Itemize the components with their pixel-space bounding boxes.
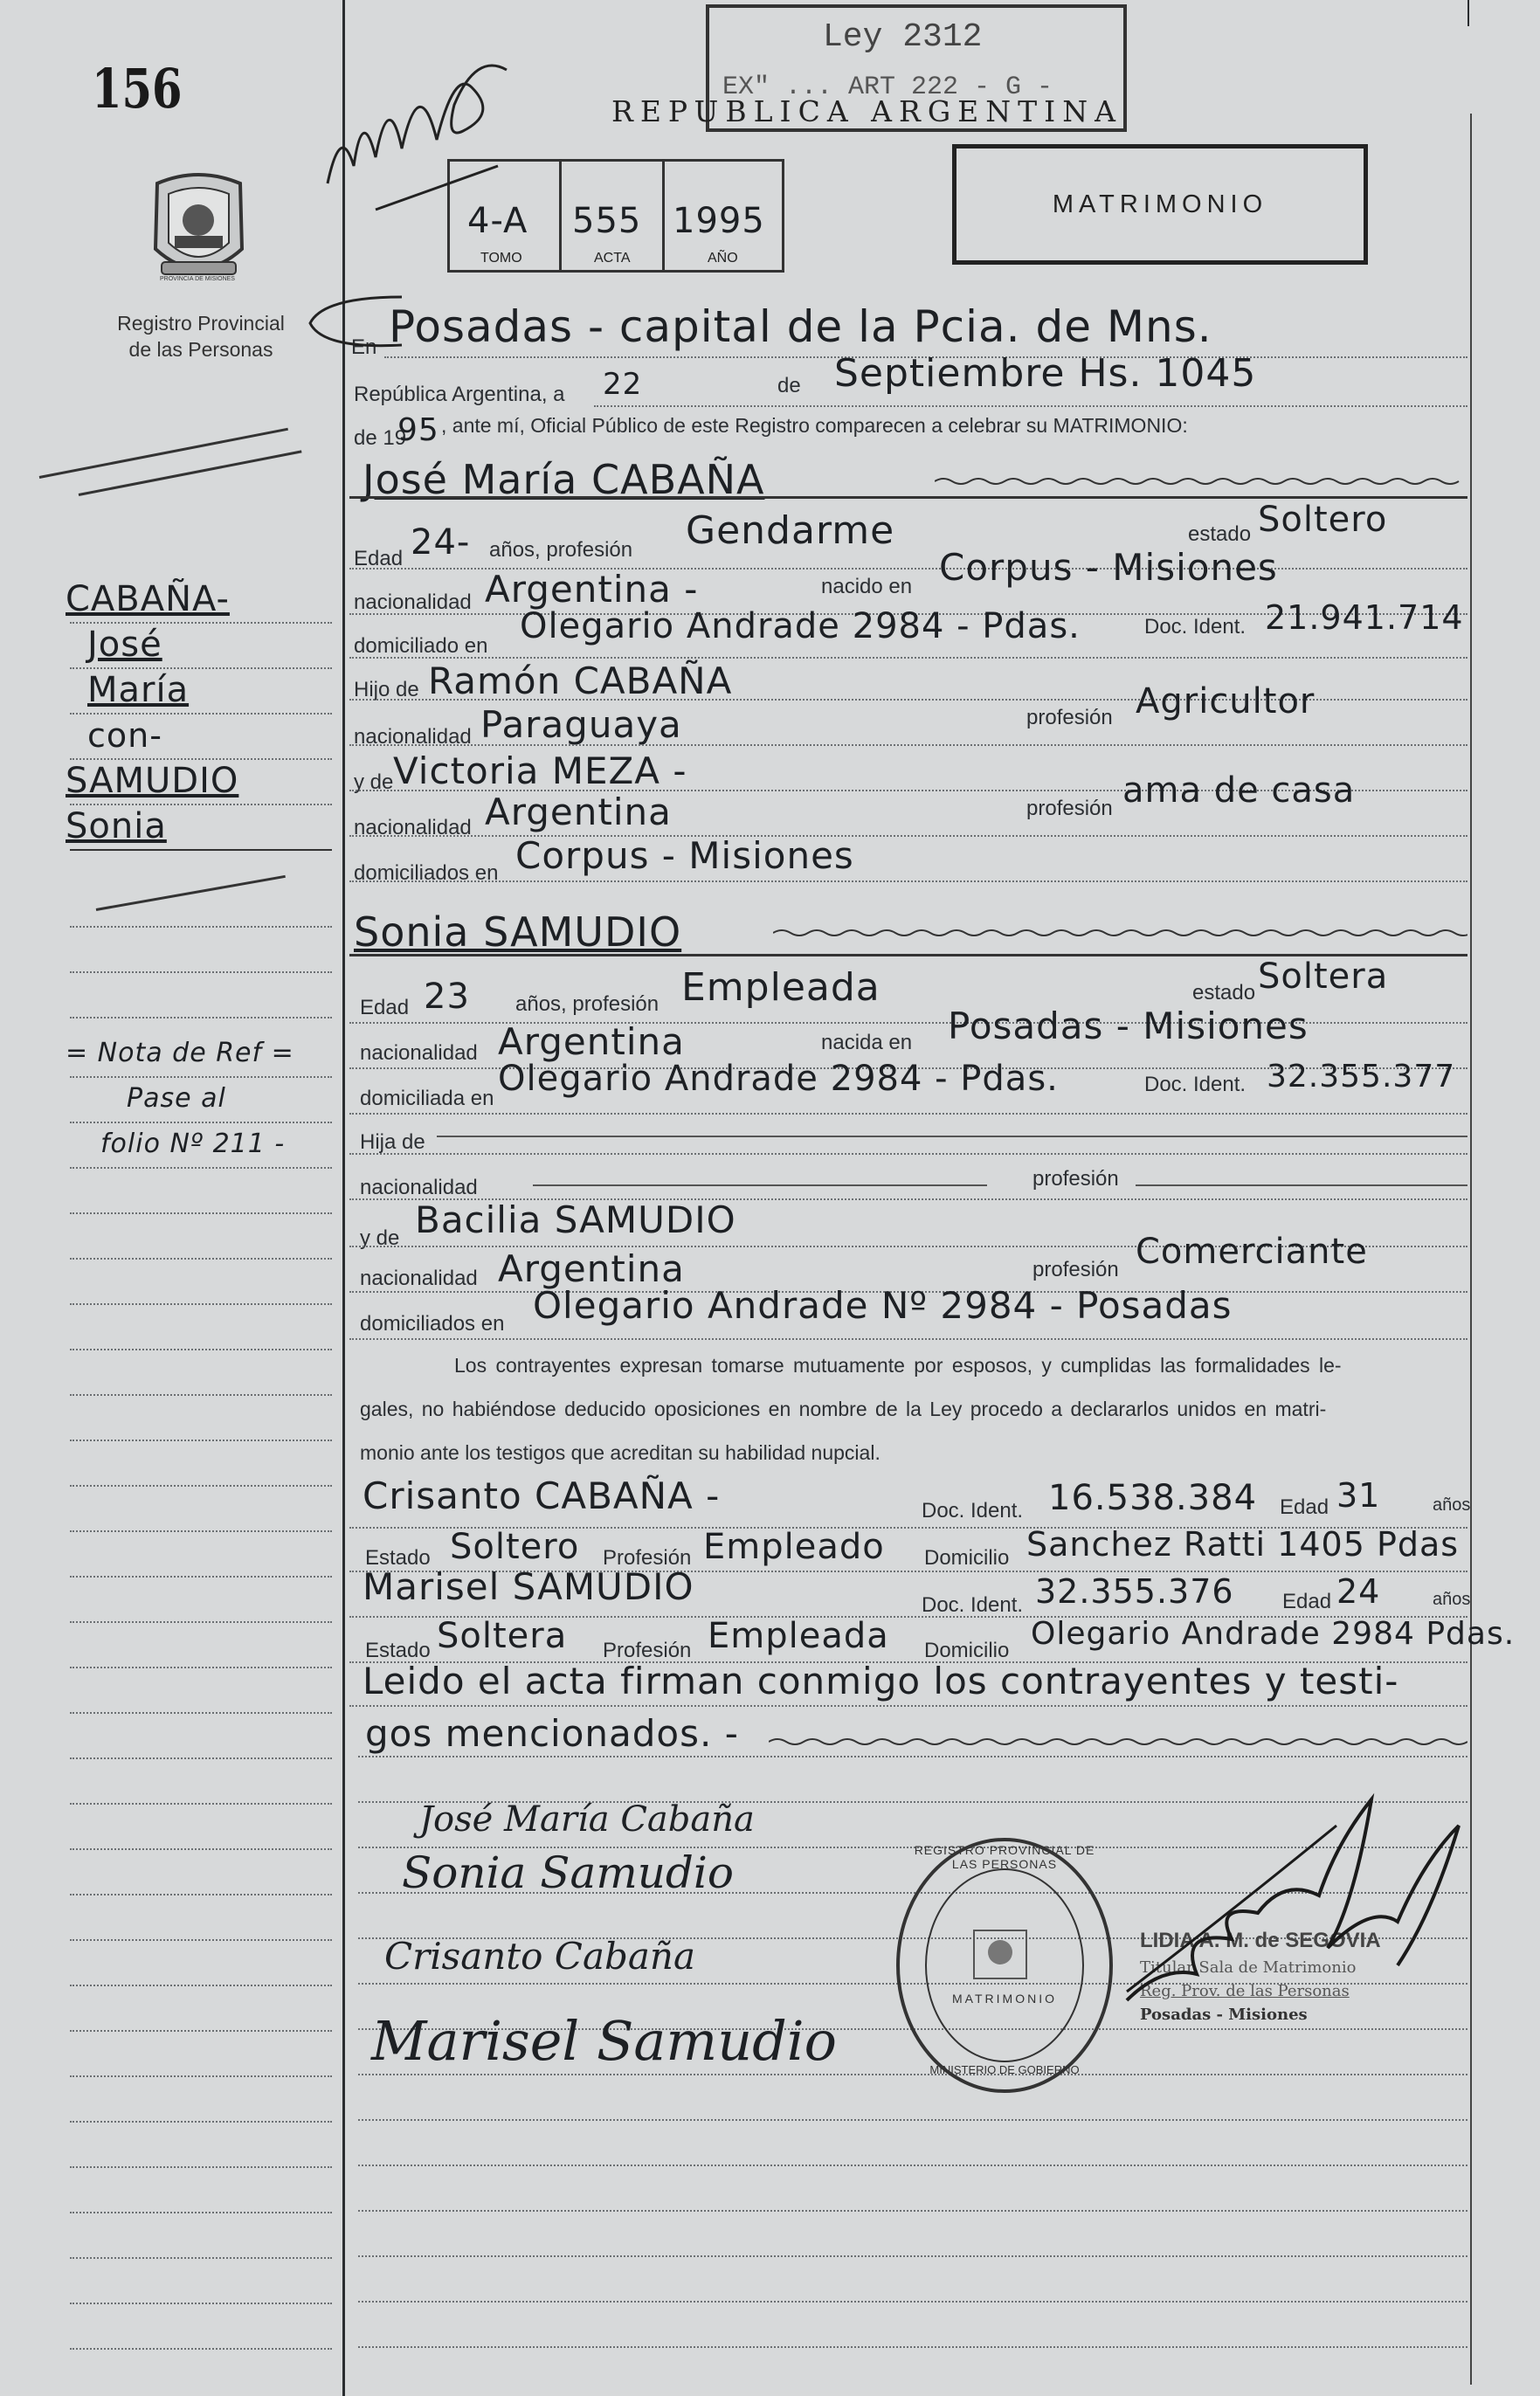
folio-number: 156 — [92, 57, 183, 121]
groom-status: Soltero — [1258, 500, 1388, 540]
intro-day: 22 — [603, 367, 643, 402]
groom-mother-nac-label: nacionalidad — [354, 816, 472, 839]
bride-dom-label: domiciliada en — [360, 1087, 494, 1110]
groom-father-prof-label: profesión — [1026, 706, 1113, 729]
witness1-dom-label: Domicilio — [924, 1546, 1010, 1570]
signature-bride: Sonia Samudio — [402, 1847, 735, 1898]
bride-address: Olegario Andrade 2984 - Pdas. — [498, 1059, 1059, 1099]
groom-birthplace: Corpus - Misiones — [939, 546, 1278, 589]
acta-tomo-label: TOMO — [480, 251, 522, 266]
margin-line-1: CABAÑA- — [66, 579, 230, 619]
round-seal-mid-text: MATRIMONIO — [952, 1992, 1057, 2006]
acta-ano-label: AÑO — [708, 251, 738, 266]
margin-note-2: Pase al — [127, 1083, 226, 1114]
groom-name: José María CABAÑA — [363, 456, 765, 503]
bride-parents-address: Olegario Andrade Nº 2984 - Posadas — [533, 1284, 1233, 1327]
official-title: Titular Sala de Matrimonio — [1140, 1958, 1357, 1977]
intro-month-time: Septiembre Hs. 1045 — [834, 351, 1257, 396]
official-signature-scribble — [1109, 1773, 1476, 2035]
bride-birthplace: Posadas - Misiones — [948, 1005, 1309, 1047]
closing-line1: Leido el acta firman conmigo los contrayentes y testi- — [363, 1660, 1399, 1702]
groom-hijo-label: Hijo de — [354, 678, 419, 701]
bride-edad-label: Edad — [360, 996, 410, 1019]
signature-groom: José María Cabaña — [419, 1799, 755, 1840]
witness1-status: Soltero — [450, 1527, 580, 1567]
bride-mother-nac-label: nacionalidad — [360, 1267, 478, 1290]
bride-estado-label: estado — [1192, 981, 1256, 1005]
margin-note-1: = Nota de Ref = — [66, 1038, 294, 1068]
groom-father-nac-label: nacionalidad — [354, 725, 472, 749]
groom-father-profession: Agricultor — [1136, 681, 1316, 722]
groom-mother: Victoria MEZA - — [393, 749, 687, 792]
initials-scribble — [323, 35, 524, 218]
closing-filler — [769, 1737, 1467, 1747]
round-seal-outer-text: REGISTRO PROVINCIAL DE LAS PERSONAS — [914, 1843, 1095, 1871]
margin-line-3: María — [87, 670, 190, 710]
witness1-doc-label: Doc. Ident. — [922, 1499, 1024, 1523]
groom-age: 24- — [411, 522, 471, 563]
bride-doc-label: Doc. Ident. — [1144, 1073, 1247, 1096]
witness1-address: Sanchez Ratti 1405 Pdas — [1026, 1525, 1460, 1564]
official-org: Reg. Prov. de las Personas — [1140, 1982, 1350, 2000]
margin-line-5: SAMUDIO — [66, 761, 239, 801]
groom-doc: 21.941.714 — [1265, 598, 1464, 637]
margin-line-2: José — [87, 625, 162, 665]
groom-mother-nationality: Argentina — [485, 791, 672, 833]
bride-name: Sonia SAMUDIO — [354, 908, 682, 956]
bride-father-nac-label: nacionalidad — [360, 1176, 478, 1199]
seal-text: PROVINCIA DE MISIONES — [160, 276, 235, 282]
acta-acta-label: ACTA — [594, 251, 631, 266]
de-label: de — [777, 374, 801, 397]
bride-status: Soltera — [1258, 956, 1389, 997]
bride-doc: 32.355.377 — [1267, 1059, 1456, 1094]
witness1-prof-label: Profesión — [603, 1546, 692, 1570]
groom-doms-label: domiciliados en — [354, 861, 499, 885]
bride-nationality: Argentina — [498, 1020, 685, 1063]
groom-estado-label: estado — [1188, 522, 1252, 546]
bride-mother: Bacilia SAMUDIO — [415, 1198, 736, 1241]
bride-doms-label: domiciliados en — [360, 1312, 505, 1336]
bride-profession: Empleada — [681, 965, 880, 1010]
declaration-line2: gales, no habiéndose deducido oposiciones en nombre de la Ley procedo a declararlos unidos en matri- — [360, 1398, 1327, 1420]
acta-numero: 555 — [572, 201, 642, 241]
margin-line-6: Sonia — [66, 806, 167, 846]
witness2-profession: Empleada — [708, 1616, 889, 1656]
bride-yde-label: y de — [360, 1226, 400, 1250]
margin-note-block — [66, 1031, 345, 1167]
ley-stamp-title: Ley 2312 — [823, 18, 983, 56]
bracket-mark — [306, 280, 411, 367]
bride-age: 23 — [424, 977, 470, 1017]
groom-mother-profession: ama de casa — [1122, 770, 1356, 811]
official-name: LIDIA A. M. de SEGOVIA — [1140, 1929, 1381, 1952]
republica-label: República Argentina, a — [354, 383, 565, 406]
witness2-doc-label: Doc. Ident. — [922, 1593, 1024, 1617]
groom-mother-prof-label: profesión — [1026, 797, 1113, 820]
witness2-doc: 32.355.376 — [1035, 1572, 1234, 1611]
de19-label: de 19 — [354, 426, 407, 450]
witness2-dom-label: Domicilio — [924, 1639, 1010, 1662]
groom-dom-label: domiciliado en — [354, 634, 488, 658]
declaration-line3: monio ante los testigos que acreditan su habilidad nupcial. — [360, 1441, 880, 1464]
witness2-edad-label: Edad — [1282, 1590, 1332, 1613]
witness2-anos-label: años — [1433, 1590, 1471, 1609]
witness1-age: 31 — [1336, 1476, 1381, 1515]
acta-tomo: 4-A — [467, 201, 528, 241]
registry-title: Registro Provincial de las Personas — [117, 312, 285, 361]
declaration-line1: Los contrayentes expresan tomarse mutuamente por esposos, y cumplidas las formalidades le- — [454, 1354, 1342, 1377]
en-label: En — [351, 335, 377, 359]
bride-father-prof-label: profesión — [1032, 1167, 1119, 1191]
bride-mother-prof-label: profesión — [1032, 1258, 1119, 1281]
groom-address: Olegario Andrade 2984 - Pdas. — [520, 606, 1081, 646]
groom-nacido-label: nacido en — [821, 575, 913, 598]
groom-parents-address: Corpus - Misiones — [515, 834, 854, 877]
groom-prof-label: años, profesión — [489, 538, 633, 562]
groom-name-filler — [935, 476, 1467, 487]
groom-yde-label: y de — [354, 770, 394, 794]
intro-place: Posadas - capital de la Pcia. de Mns. — [389, 301, 1212, 352]
witness1-edad-label: Edad — [1280, 1495, 1329, 1519]
groom-nac-label: nacionalidad — [354, 590, 472, 614]
bride-prof-label: años, profesión — [515, 992, 660, 1016]
matrimonio-title: MATRIMONIO — [1052, 190, 1268, 218]
round-seal-inner-text: MINISTERIO DE GOBIERNO — [929, 2063, 1080, 2076]
bride-mother-profession: Comerciante — [1136, 1232, 1368, 1272]
witness2-address: Olegario Andrade 2984 Pdas. — [1031, 1616, 1516, 1652]
groom-edad-label: Edad — [354, 547, 404, 570]
groom-doc-label: Doc. Ident. — [1144, 615, 1247, 639]
witness1-profession: Empleado — [703, 1527, 885, 1567]
witness2-status: Soltera — [437, 1616, 568, 1656]
provincial-seal-icon — [144, 166, 253, 288]
intro-year: 95 — [397, 412, 439, 448]
official-place: Posadas - Misiones — [1140, 2006, 1308, 2024]
signature-witness2: Marisel Samudio — [371, 2009, 837, 2073]
signature-witness1: Crisanto Cabaña — [384, 1935, 695, 1978]
margin-line-4: con- — [87, 716, 162, 755]
groom-father: Ramón CABAÑA — [428, 659, 733, 702]
intro-text: , ante mí, Oficial Público de este Registro comparecen a celebrar su MATRIMONIO: — [441, 414, 1188, 437]
witness2-estado-label: Estado — [365, 1639, 431, 1662]
bride-hija-label: Hija de — [360, 1130, 425, 1154]
witness2-age: 24 — [1336, 1572, 1381, 1611]
round-seal-icon — [891, 1834, 1118, 2096]
witness1-doc: 16.538.384 — [1048, 1478, 1258, 1518]
bride-nacida-label: nacida en — [821, 1031, 913, 1054]
acta-ano: 1995 — [673, 201, 765, 241]
groom-nationality: Argentina - — [485, 568, 699, 611]
groom-profession: Gendarme — [686, 508, 895, 553]
witness2-prof-label: Profesión — [603, 1639, 692, 1662]
bride-name-filler — [773, 928, 1467, 938]
right-border-line — [1470, 114, 1472, 2385]
ley-stamp-sub: EX" ... ART 222 - G - — [722, 73, 1053, 102]
witness1-name: Crisanto CABAÑA - — [363, 1474, 721, 1517]
bride-nac-label: nacionalidad — [360, 1041, 478, 1065]
bride-mother-nationality: Argentina — [498, 1247, 685, 1290]
witness1-estado-label: Estado — [365, 1546, 431, 1570]
witness2-name: Marisel SAMUDIO — [363, 1565, 694, 1608]
republic-title: REPUBLICA ARGENTINA — [611, 94, 1122, 128]
margin-note-3: folio Nº 211 - — [100, 1129, 286, 1159]
witness1-anos-label: años — [1433, 1495, 1471, 1515]
matrimonio-box — [952, 144, 1368, 265]
groom-father-nationality: Paraguaya — [480, 703, 682, 746]
closing-line2: gos mencionados. - — [365, 1712, 739, 1755]
top-right-tick — [1467, 0, 1469, 26]
